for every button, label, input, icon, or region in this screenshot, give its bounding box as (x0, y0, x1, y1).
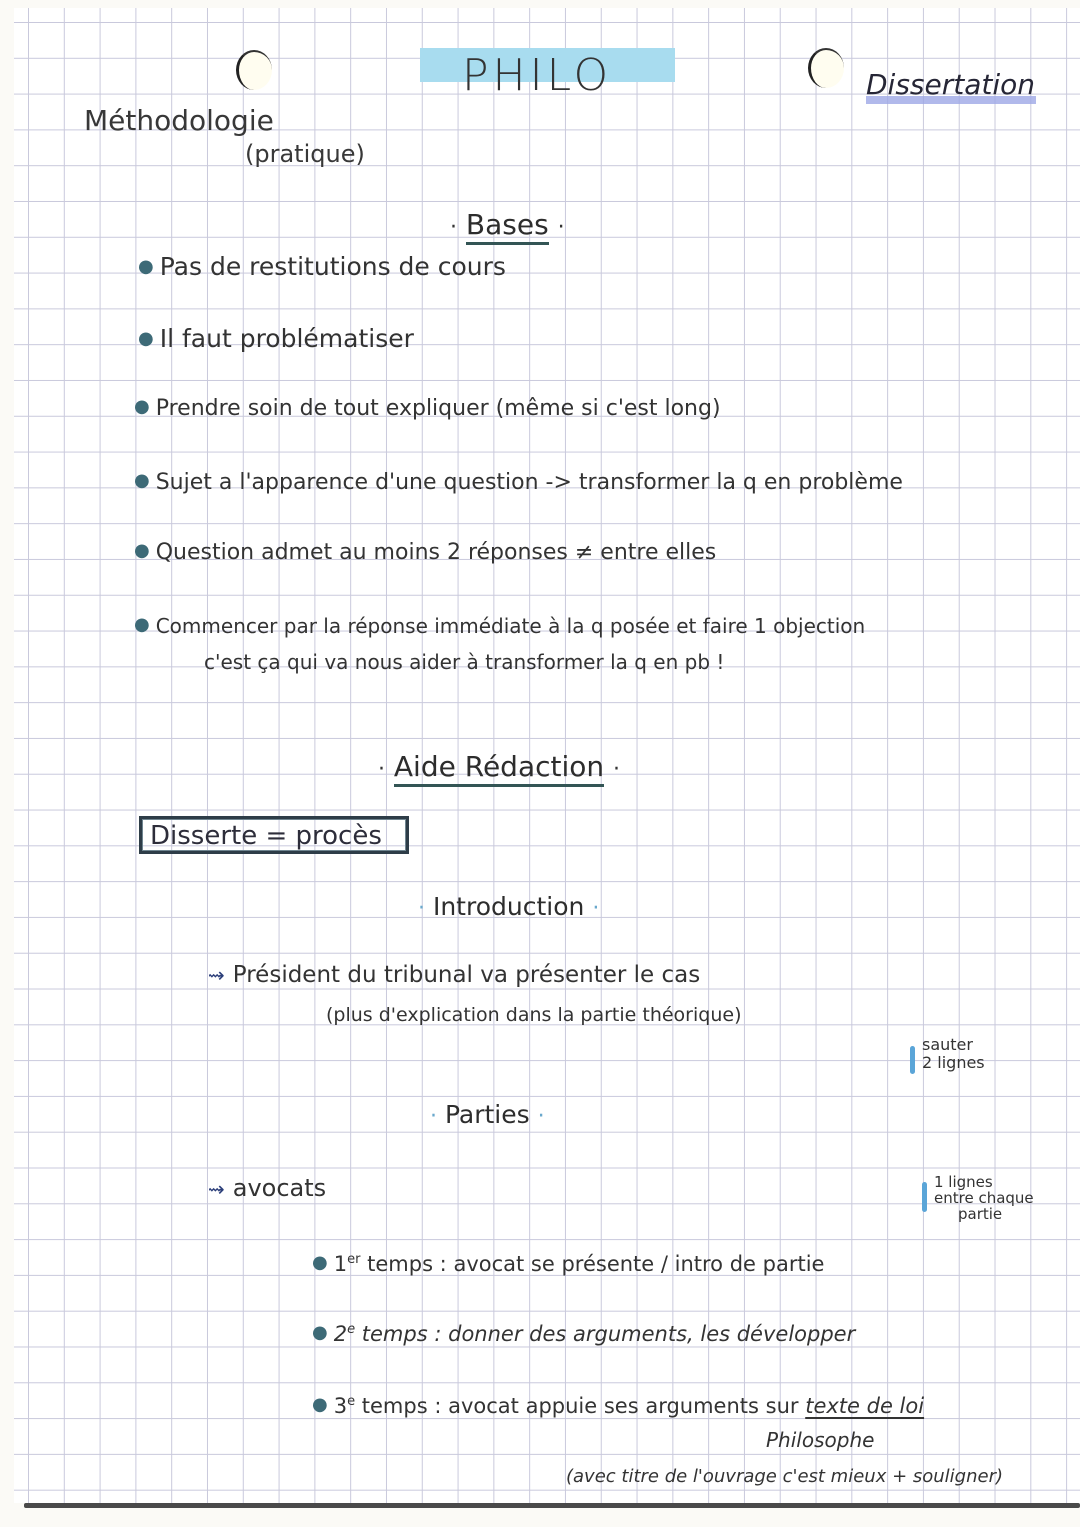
list-item (134, 470, 903, 495)
bullet-icon: ● (312, 1394, 328, 1415)
step-text: avocat se présente / intro de partie (453, 1252, 825, 1276)
list-item-text: Il faut problématiser (159, 324, 414, 353)
list-item (134, 396, 721, 421)
side-note-line: sauter (922, 1035, 973, 1054)
introduction-heading-text: Introduction (432, 892, 585, 921)
bullet-icon: ● (134, 470, 150, 491)
step-ordinal: er (347, 1252, 361, 1267)
boxed-note-text: Disserte = procès (150, 821, 382, 851)
list-item-text: Prendre soin de tout expliquer (même si c'est long) (155, 396, 721, 421)
parties-item (208, 1174, 326, 1202)
step-ordinal: e (347, 1394, 356, 1409)
parties-step (312, 1322, 855, 1346)
bullet-dot-icon: · (592, 896, 600, 921)
list-item-text: Commencer par la réponse immédiate à la q posée et faire 1 objection (155, 614, 866, 638)
bullet-dot-icon: · (418, 896, 425, 921)
bases-heading-text: Bases (466, 208, 549, 245)
methodology-subheading: (pratique) (245, 140, 365, 168)
arrow-right-icon: ⇝ (208, 1177, 225, 1201)
side-note-line: entre chaque (934, 1189, 1034, 1207)
step-number: 2 (333, 1322, 348, 1346)
bullet-dot-icon: · (378, 757, 385, 782)
bullet-icon: ● (138, 256, 154, 277)
side-note-parts-spacing (934, 1174, 1034, 1222)
bases-heading (450, 208, 565, 241)
list-item (138, 252, 506, 281)
subject-label: Dissertation (866, 68, 1036, 101)
parties-heading (430, 1100, 545, 1129)
introduction-item (208, 962, 700, 988)
bullet-icon: ● (134, 614, 150, 635)
parties-step (312, 1252, 824, 1276)
parties-step-line3: (avec titre de l'ouvrage c'est mieux + souligner) (566, 1466, 1004, 1487)
bullet-icon: ● (138, 328, 154, 349)
list-item-text: Sujet a l'apparence d'une question -> transformer la q en problème (155, 470, 903, 495)
note-marker-icon (910, 1046, 915, 1074)
arrow-right-icon: ⇝ (208, 963, 225, 987)
list-item (134, 540, 716, 565)
binder-hole-left (236, 50, 272, 90)
list-item-continuation: c'est ça qui va nous aider à transformer la q en pb ! (204, 650, 725, 674)
bullet-dot-icon: · (537, 1104, 545, 1129)
parties-item-text: avocats (232, 1174, 327, 1202)
side-note-skip-lines (922, 1036, 985, 1072)
binder-hole-right (808, 48, 844, 88)
bullet-icon: ● (312, 1322, 328, 1343)
boxed-note (139, 816, 409, 854)
list-item-text: Pas de restitutions de cours (159, 252, 506, 281)
bullet-dot-icon: · (450, 215, 457, 240)
step-number: 3 (333, 1394, 348, 1418)
list-item (138, 324, 414, 353)
step-number: 1 (333, 1252, 348, 1276)
bullet-dot-icon: · (613, 757, 621, 782)
bullet-icon: ● (134, 396, 150, 417)
aide-redaction-heading-text: Aide Rédaction (394, 750, 604, 787)
aide-redaction-heading (378, 750, 620, 783)
page-bottom-edge (24, 1503, 1080, 1508)
bullet-dot-icon: · (557, 215, 565, 240)
introduction-heading (418, 892, 599, 921)
parties-step-line2: Philosophe (766, 1428, 875, 1452)
note-marker-icon (922, 1182, 927, 1212)
step-label: temps : (361, 1322, 442, 1346)
introduction-item-text: Président du tribunal va présenter le cas (232, 962, 701, 988)
step-underlined-text: texte de loi (805, 1394, 925, 1418)
parties-step (312, 1394, 924, 1418)
bullet-icon: ● (312, 1252, 328, 1273)
bullet-icon: ● (134, 540, 150, 561)
methodology-heading: Méthodologie (84, 104, 274, 137)
list-item-text: Question admet au moins 2 réponses ≠ entre elles (155, 540, 717, 565)
side-note-line: 1 lignes (934, 1173, 993, 1191)
bullet-dot-icon: · (430, 1104, 437, 1129)
introduction-item-sub: (plus d'explication dans la partie théorique) (326, 1004, 742, 1026)
side-note-line: 2 lignes (922, 1053, 985, 1072)
list-item (134, 614, 865, 638)
step-text: donner des arguments, les développer (448, 1322, 856, 1346)
parties-heading-text: Parties (444, 1100, 530, 1129)
step-label: temps : (361, 1394, 442, 1418)
page-title: PHILO (462, 50, 613, 101)
step-ordinal: e (347, 1322, 356, 1337)
step-label: temps : (367, 1252, 447, 1276)
side-note-line: partie (958, 1205, 1003, 1223)
step-text: avocat appuie ses arguments sur (448, 1394, 799, 1418)
